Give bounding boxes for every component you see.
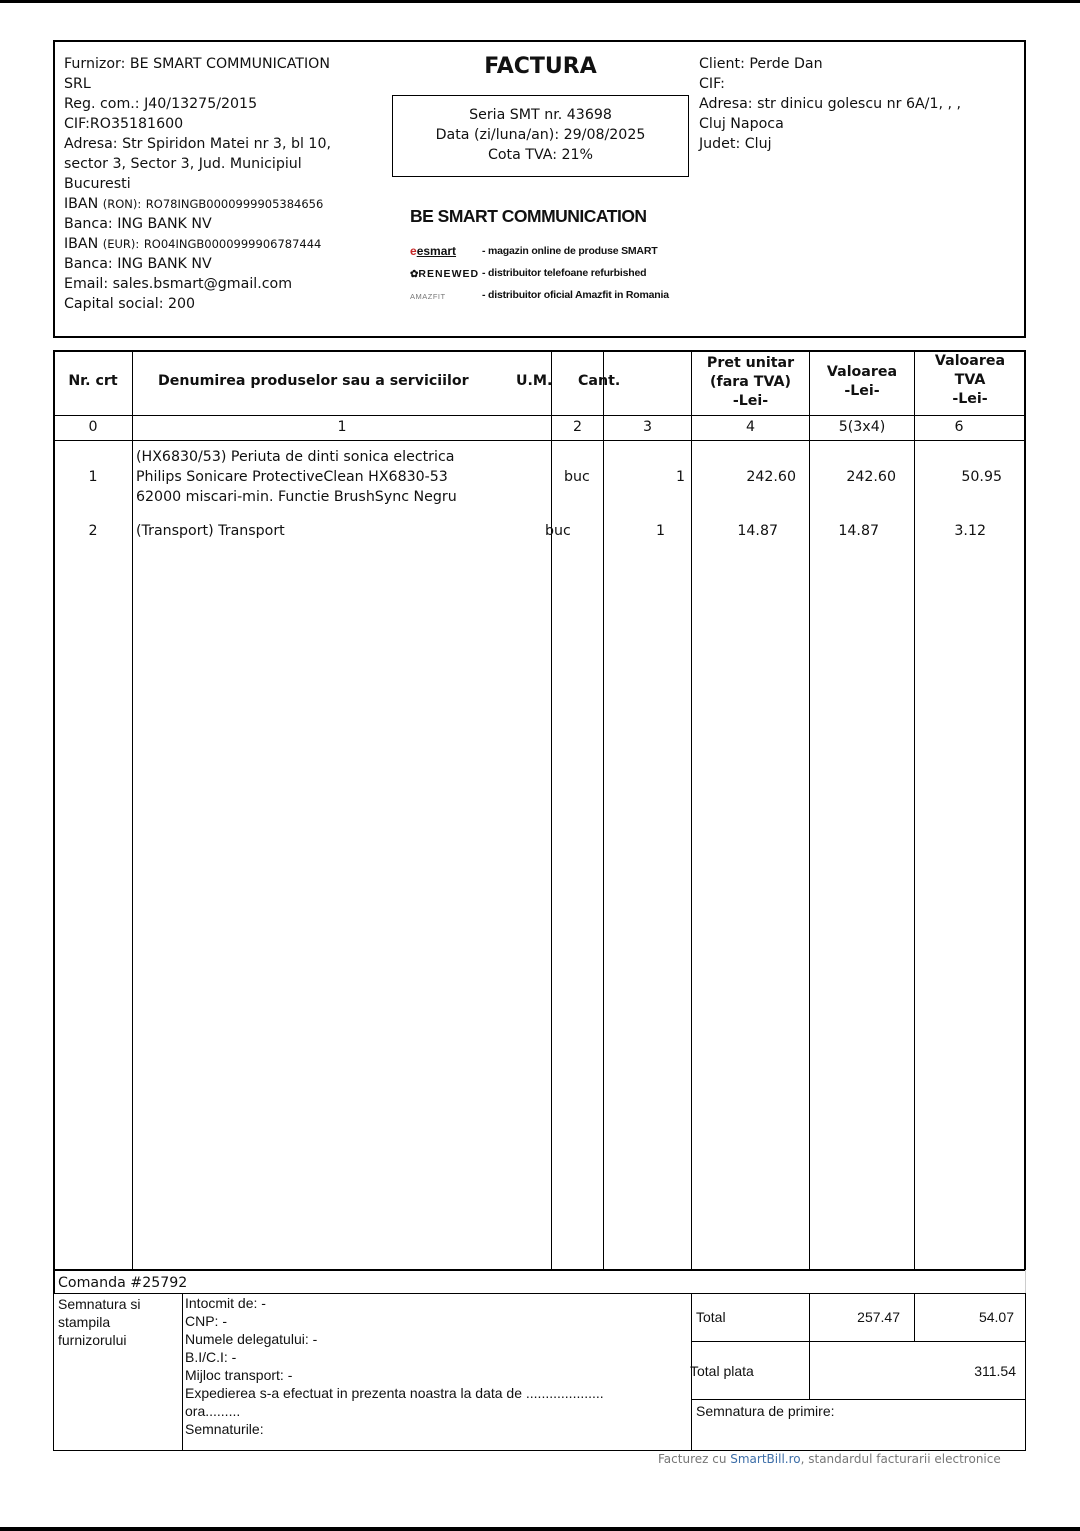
supplier-iban-eur bbox=[64, 234, 331, 254]
credit-suffix: , standardul facturarii electronice bbox=[800, 1452, 1001, 1466]
cnp: CNP: - bbox=[185, 1313, 227, 1329]
client-city: Cluj Napoca bbox=[699, 116, 784, 132]
shipping-time: ora......... bbox=[185, 1403, 241, 1419]
client-cif: CIF: bbox=[699, 76, 725, 92]
signatures-label: Semnaturile: bbox=[185, 1421, 264, 1437]
row-name: (Transport) Transport bbox=[136, 523, 285, 539]
index-divider bbox=[54, 440, 1025, 441]
total-pay-value: 311.54 bbox=[974, 1363, 1016, 1379]
invoice-title: FACTURA bbox=[484, 54, 597, 79]
logo-mark: RENEWED bbox=[418, 268, 480, 280]
row-qty: 1 bbox=[675, 469, 685, 485]
shipping-statement: Expedierea s-a efectuat in prezenta noastra la data de .................... bbox=[185, 1385, 604, 1401]
row-nr: 2 bbox=[88, 523, 98, 539]
iban-label: IBAN bbox=[64, 196, 99, 212]
index-cell: 2 bbox=[572, 419, 583, 435]
row-name bbox=[136, 447, 457, 507]
col-divider bbox=[551, 350, 552, 1271]
col-divider bbox=[132, 350, 133, 1271]
row-name-line: Philips Sonicare ProtectiveClean HX6830-53 bbox=[136, 469, 448, 485]
header-price-line: (fara TVA) bbox=[710, 374, 791, 390]
supplier-reg: Reg. com.: J40/13275/2015 bbox=[64, 96, 258, 112]
index-cell: 5(3x4) bbox=[838, 419, 886, 435]
top-border bbox=[0, 0, 1080, 3]
logo-desc: - distribuitor oficial Amazfit in Romania bbox=[482, 289, 669, 301]
index-cell: 6 bbox=[954, 419, 964, 435]
header-qty: Cant. bbox=[578, 373, 621, 389]
header-value-line: Valoarea bbox=[826, 364, 898, 380]
transport-means: Mijloc transport: - bbox=[185, 1367, 293, 1383]
supplier-email: Email: sales.bsmart@gmail.com bbox=[64, 276, 293, 292]
header-divider bbox=[54, 415, 1025, 416]
supplier-bank-1: Banca: ING BANK NV bbox=[64, 216, 212, 232]
logo-row-amazfit bbox=[410, 286, 669, 304]
invoice-series-box bbox=[392, 95, 689, 177]
bottom-border bbox=[0, 1527, 1080, 1531]
row-name-line: 62000 miscari-min. Functie BrushSync Negru bbox=[136, 489, 457, 505]
client-block bbox=[699, 54, 961, 154]
stamp-label-line: stampila bbox=[58, 1314, 111, 1330]
row-vat: 50.95 bbox=[961, 469, 1002, 485]
total-pay-label: Total plata bbox=[690, 1363, 754, 1379]
esmart-e-icon: e bbox=[410, 244, 417, 258]
supplier-address-3: Bucuresti bbox=[64, 176, 131, 192]
header-price-line: Pret unitar bbox=[706, 355, 795, 371]
row-price: 14.87 bbox=[737, 523, 778, 539]
header-nr: Nr. crt bbox=[68, 373, 118, 389]
renewed-leaf-icon: ✿ bbox=[410, 269, 419, 280]
supplier-bank-2: Banca: ING BANK NV bbox=[64, 256, 212, 272]
header-price bbox=[692, 354, 809, 411]
index-cell: 1 bbox=[337, 419, 347, 435]
header-vat bbox=[915, 352, 1025, 409]
supplier-address-2: sector 3, Sector 3, Jud. Municipiul bbox=[64, 156, 302, 172]
invoice-series: Seria SMT nr. 43698 bbox=[469, 107, 612, 123]
iban-value: RO04INGB0000999906787444 bbox=[143, 237, 322, 251]
header-um: U.M. bbox=[516, 373, 553, 389]
iban-value: RO78INGB0000999905384656 bbox=[145, 197, 324, 211]
row-um: buc bbox=[545, 523, 571, 539]
supplier-cif: CIF:RO35181600 bbox=[64, 116, 184, 132]
logo-mark: esmart bbox=[416, 244, 457, 258]
row-name-line: (HX6830/53) Periuta de dinti sonica electrica bbox=[136, 449, 455, 465]
supplier-name: Furnizor: BE SMART COMMUNICATION bbox=[64, 56, 330, 72]
header-vat-line: -Lei- bbox=[952, 391, 988, 407]
row-um: buc bbox=[564, 469, 590, 485]
supplier-name-suffix: SRL bbox=[64, 76, 91, 92]
supplier-address-1: Adresa: Str Spiridon Matei nr 3, bl 10, bbox=[64, 136, 331, 152]
row-qty: 1 bbox=[655, 523, 665, 539]
footer-row-divider bbox=[692, 1399, 1025, 1400]
smartbill-credit bbox=[658, 1452, 1001, 1466]
client-county: Judet: Cluj bbox=[699, 136, 772, 152]
shipping-details bbox=[185, 1294, 604, 1438]
supplier-iban-ron bbox=[64, 194, 331, 214]
logo-desc: - magazin online de produse SMART bbox=[482, 245, 658, 257]
total-value: 257.47 bbox=[857, 1309, 900, 1325]
logo-desc: - distribuitor telefoane refurbished bbox=[482, 267, 647, 279]
row-value: 242.60 bbox=[846, 469, 896, 485]
row-value: 14.87 bbox=[838, 523, 879, 539]
receipt-signature: Semnatura de primire: bbox=[696, 1403, 835, 1419]
esmart-logo bbox=[410, 244, 482, 258]
iban-label: IBAN bbox=[64, 236, 99, 252]
col-divider bbox=[914, 350, 915, 1271]
brand-name: BE SMART COMMUNICATION bbox=[410, 206, 647, 226]
credit-prefix: Facturez cu bbox=[658, 1452, 731, 1466]
row-nr: 1 bbox=[88, 469, 98, 485]
invoice-date: Data (zi/luna/an): 29/08/2025 bbox=[435, 127, 646, 143]
header-value-line: -Lei- bbox=[844, 383, 880, 399]
order-row bbox=[53, 1270, 1026, 1293]
stamp-label-line: Semnatura si bbox=[58, 1296, 141, 1312]
delegate-name: Numele delegatului: - bbox=[185, 1331, 318, 1347]
supplier-block bbox=[64, 54, 331, 314]
amazfit-logo bbox=[410, 288, 482, 302]
invoice-vat-rate: Cota TVA: 21% bbox=[487, 147, 594, 163]
logo-row-esmart bbox=[410, 242, 657, 260]
logo-row-renewed bbox=[410, 264, 646, 282]
supplier-capital: Capital social: 200 bbox=[64, 296, 196, 312]
col-divider bbox=[809, 350, 810, 1271]
total-label: Total bbox=[696, 1309, 726, 1325]
smartbill-link[interactable]: SmartBill.ro bbox=[730, 1452, 801, 1466]
prepared-by: Intocmit de: - bbox=[185, 1295, 266, 1311]
stamp-label-line: furnizorului bbox=[58, 1332, 127, 1348]
header-vat-line: TVA bbox=[954, 372, 986, 388]
logo-mark: AMAZFIT bbox=[410, 292, 446, 301]
col-divider bbox=[691, 350, 692, 1271]
supplier-signature bbox=[58, 1295, 140, 1349]
row-price: 242.60 bbox=[746, 469, 796, 485]
renewed-logo bbox=[410, 266, 482, 280]
header-vat-line: Valoarea bbox=[934, 353, 1006, 369]
client-address: Adresa: str dinicu golescu nr 6A/1, , , bbox=[699, 96, 962, 112]
order-number: Comanda #25792 bbox=[58, 1275, 188, 1291]
total-vat: 54.07 bbox=[978, 1309, 1014, 1325]
header-price-line: -Lei- bbox=[732, 393, 769, 409]
header-value bbox=[810, 363, 914, 401]
index-cell: 3 bbox=[642, 419, 653, 435]
iban-currency: (EUR): bbox=[102, 237, 140, 251]
index-cell: 4 bbox=[745, 419, 756, 435]
col-divider bbox=[603, 350, 604, 1271]
footer-row-divider bbox=[692, 1341, 1025, 1342]
index-cell: 0 bbox=[88, 419, 98, 435]
row-vat: 3.12 bbox=[954, 523, 986, 539]
client-name: Client: Perde Dan bbox=[699, 56, 823, 72]
id-card: B.I/C.I: - bbox=[185, 1349, 237, 1365]
footer-divider bbox=[182, 1293, 183, 1451]
header-name: Denumirea produselor sau a serviciilor bbox=[158, 373, 469, 389]
iban-currency: (RON): bbox=[102, 197, 142, 211]
